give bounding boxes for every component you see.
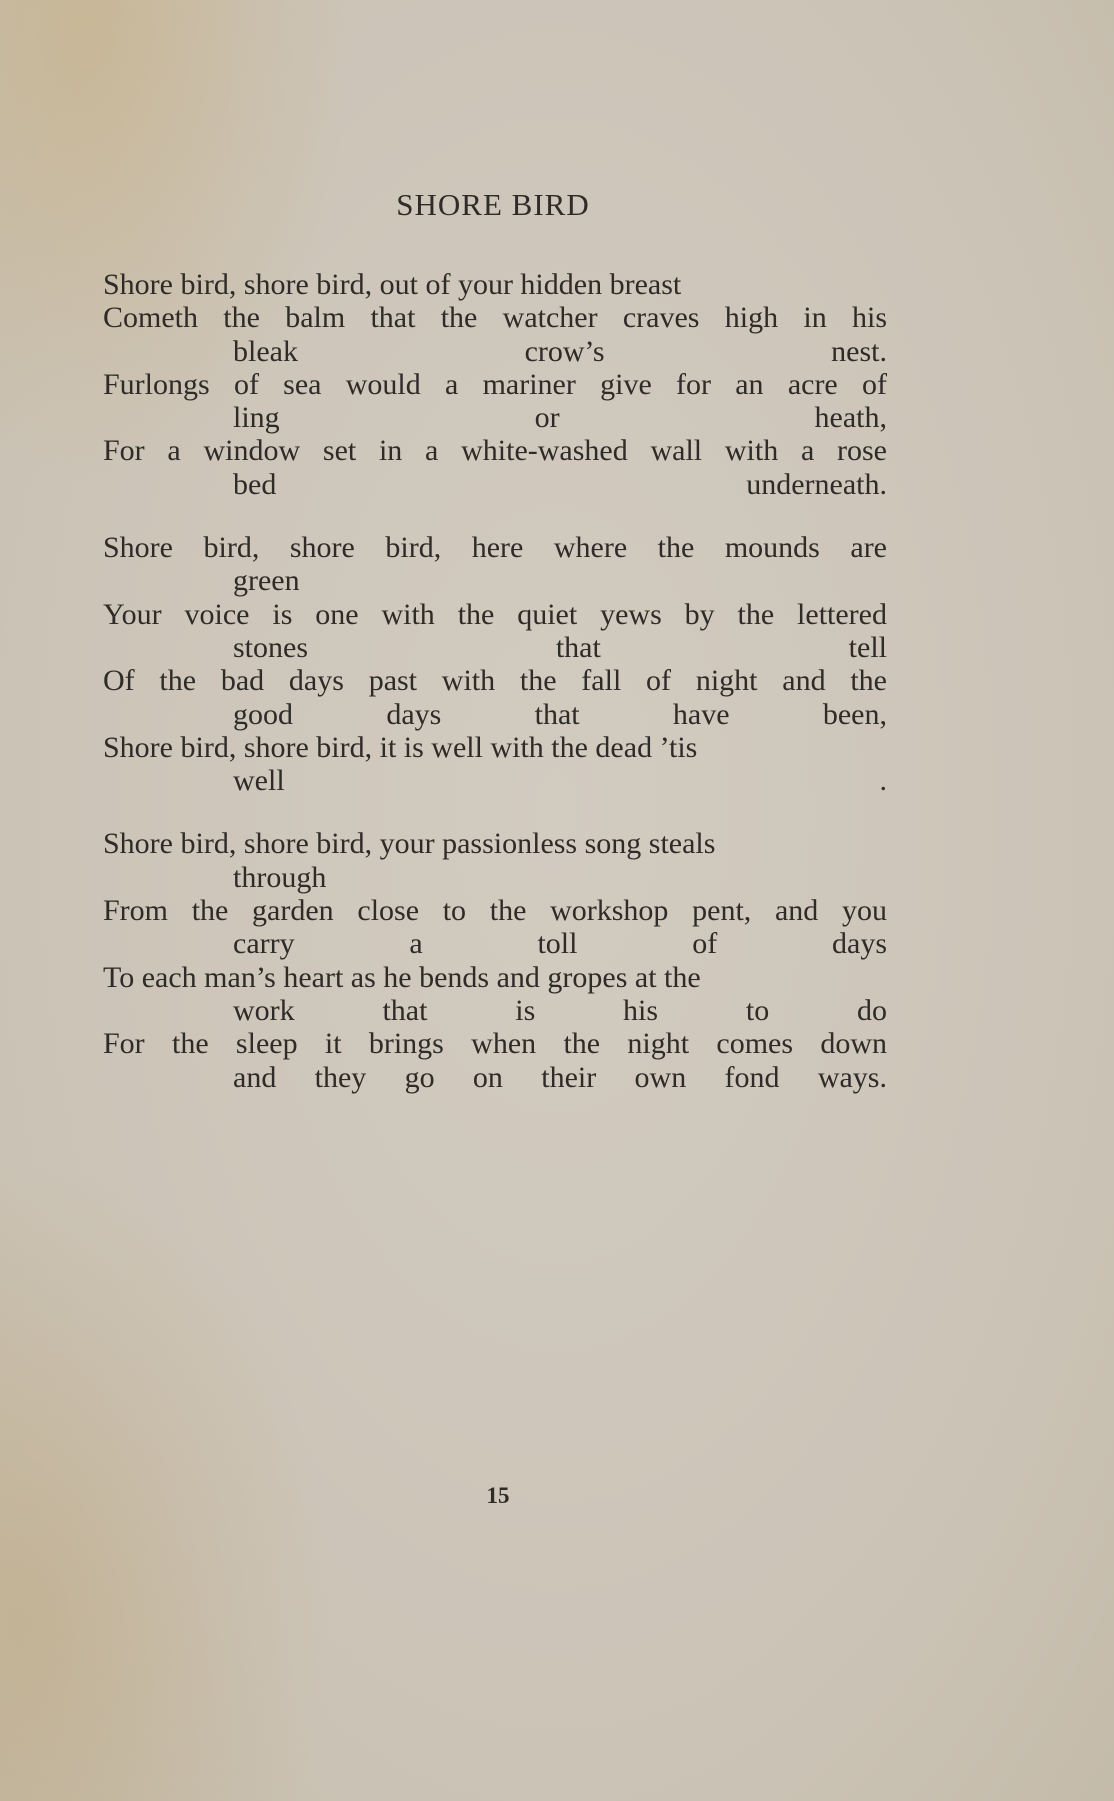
poem-line-continuation: good days that have been, xyxy=(233,697,887,731)
poem-line-continuation: bed underneath. xyxy=(233,467,887,501)
poem-line: For the sleep it brings when the night comes down xyxy=(103,1027,887,1061)
poem-line: Of the bad days past with the fall of night and the xyxy=(103,664,887,698)
poem-line: Cometh the balm that the watcher craves high in his xyxy=(103,301,887,335)
stanza xyxy=(103,827,887,1093)
poem-line: Shore bird, shore bird, here where the mounds are xyxy=(103,531,887,565)
poem-line-continuation: and they go on their own fond ways. xyxy=(233,1060,887,1094)
poem-line: Shore bird, shore bird, your passionless song steals xyxy=(103,827,716,861)
poem-line-continuation: green xyxy=(233,564,300,598)
poem-line: Shore bird, shore bird, out of your hidden breast xyxy=(103,268,682,301)
poem-line: Furlongs of sea would a mariner give for an acre of xyxy=(103,367,887,401)
poem-line: From the garden close to the workshop pent, and you xyxy=(103,894,887,928)
poem-line-continuation: well . xyxy=(233,764,887,798)
stanza xyxy=(103,531,887,797)
poem-line-continuation: stones that tell xyxy=(233,630,887,664)
poem-body xyxy=(103,268,887,1094)
poem-line-continuation: bleak crow’s nest. xyxy=(233,334,887,368)
poem-line-continuation: ling or heath, xyxy=(233,401,887,435)
page-number: 15 xyxy=(486,1483,510,1508)
poem-line-continuation: through xyxy=(233,860,327,894)
poem-line: For a window set in a white-washed wall with a rose xyxy=(103,434,887,468)
poem-line: Shore bird, shore bird, it is well with the dead ’tis xyxy=(103,730,698,764)
poem-line: To each man’s heart as he bends and gropes at the xyxy=(103,960,701,994)
poem-title: SHORE BIRD xyxy=(396,187,590,222)
poem-line-continuation: carry a toll of days xyxy=(233,927,887,961)
poem-line-continuation: work that is his to do xyxy=(233,993,887,1027)
stanza xyxy=(103,268,887,501)
poem-line: Your voice is one with the quiet yews by the lettered xyxy=(103,597,887,631)
